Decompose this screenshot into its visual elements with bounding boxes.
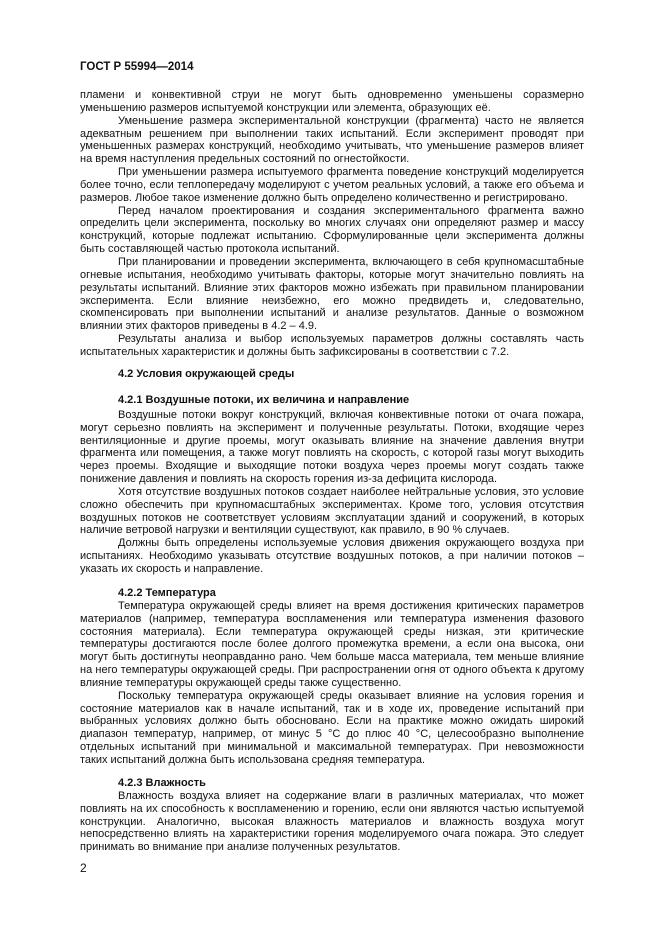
paragraph: Должны быть определены используемые условия движения окружающего воздуха при испытаниях. Необходимо указывать отсутствие воздушных потоков, а при наличии потоков – указать их скорость и направление. bbox=[80, 537, 584, 575]
paragraph: пламени и конвективной струи не могут быть одновременно уменьшены соразмерно уменьшению размеров испытуемой конструкции или элемента, образующих её. bbox=[80, 89, 584, 114]
paragraph: Поскольку температура окружающей среды оказывает влияние на условия горения и состояние материалов как в начале испытаний, так и в ходе их, проведение испытаний при выбранных условиях должно быть обосновано. Если на практике можно ожидать широкий диапазон температур, например, от минус 5 °С до плюс 40 °С, целесообразно выполнение отдельных испытаний при минимальной и максимальной температурах. При невозможности таких испытаний должна быть использована средняя температура. bbox=[80, 689, 584, 766]
section-4-2-1 bbox=[80, 394, 584, 576]
paragraph: Влажность воздуха влияет на содержание влаги в различных материалах, что может повлиять на их способность к воспламенению и горению, если они являются частью испытуемой конструкции. Аналогично, высокая влажность материалов и влажность воздуха могут непосредственно влиять на характеристики горения моделируемого очага пожара. Это следует принимать во внимание при анализе полученных результатов. bbox=[80, 789, 584, 854]
paragraph: Уменьшение размера экспериментальной конструкции (фрагмента) часто не является адекватным решением при выполнении таких испытаний. Если эксперимент проводят при уменьшенных размерах конструкций, необходимо учитывать, что уменьшение размеров влияет на время наступления предельных состояний по огнестойкости. bbox=[80, 114, 584, 166]
document-header: ГОСТ Р 55994—2014 bbox=[80, 61, 194, 73]
subsection-heading: 4.2.3 Влажность bbox=[118, 777, 206, 789]
subsection-heading: 4.2.2 Температура bbox=[118, 587, 216, 599]
paragraph: Хотя отсутствие воздушных потоков создает наиболее нейтральные условия, это условие сложно обеспечить при крупномасштабных экспериментах. Кроме того, условия отсутствия воздушных потоков не соответствует условиям эксплуатации зданий и сооружений, в которых наличие ветровой нагрузки и вентиляции существуют, как правило, в 90 % случаев. bbox=[80, 485, 584, 537]
subsection-heading: 4.2.1 Воздушные потоки, их величина и направление bbox=[118, 394, 410, 406]
paragraph: При планировании и проведении эксперимента, включающего в себя крупномасштабные огневые испытания, необходимо учитывать факторы, которые могут значительно повлиять на результаты испытаний. Влияние этих факторов можно избежать при правильном планировании эксперимента. Если влияние неизбежно, его можно предвидеть и, следовательно, скомпенсировать при выполнении испытаний и анализе результатов. Данные о возможном влиянии этих факторов приведены в 4.2 – 4.9. bbox=[80, 255, 584, 333]
paragraph: При уменьшении размера испытуемого фрагмента поведение конструкций моделируется более точно, если теплопередачу моделируют с учетом реальных условий, а также его объема и размеров. Любое такое изменение должно быть определено количественно и регистрировано. bbox=[80, 166, 584, 204]
paragraph: Результаты анализа и выбор используемых параметров должны составлять часть испытательных характеристик и должны быть зафиксированы в соответствии с 7.2. bbox=[80, 333, 584, 358]
intro-text bbox=[80, 89, 584, 359]
paragraph: Перед началом проектирования и создания экспериментального фрагмента важно определить цели эксперимента, поскольку во многих случаях они определяют размер и массу конструкций, которые подлежат испытанию. Сформулированные цели эксперимента должны быть составляющей частью протокола испытаний. bbox=[80, 204, 584, 256]
section-4-2 bbox=[80, 368, 584, 381]
section-heading: 4.2 Условия окружающей среды bbox=[118, 368, 295, 380]
paragraph: Температура окружающей среды влияет на время достижения критических параметров материалов (например, температура воспламенения или температура изменения фазового состояния материала). Если температура окружающей среды низкая, эти критические температуры достигаются после более долгого промежутка времени, а если она высока, они могут быть достигнуты неоправданно рано. Чем больше масса материала, тем меньше влияние на него температуры окружающей среды. При распространении огня от одного объекта к другому влияние температуры окружающей среды также существенно. bbox=[80, 599, 584, 689]
section-4-2-2 bbox=[80, 587, 584, 767]
section-4-2-3 bbox=[80, 777, 584, 854]
page-number: 2 bbox=[80, 861, 87, 875]
paragraph: Воздушные потоки вокруг конструкций, включая конвективные потоки от очага пожара, могут серьезно повлиять на эксперимент и полученные результаты. Потоки, входящие через вентиляционные и другие проемы, могут оказывать влияние на значение давления внутри фрагмента или помещения, а также могут повлиять на скорость, с которой газы могут выходить через проемы. Входящие и выходящие потоки воздуха через проемы могут создать также понижение давления и повлиять на скорость горения из-за дефицита кислорода. bbox=[80, 408, 584, 486]
